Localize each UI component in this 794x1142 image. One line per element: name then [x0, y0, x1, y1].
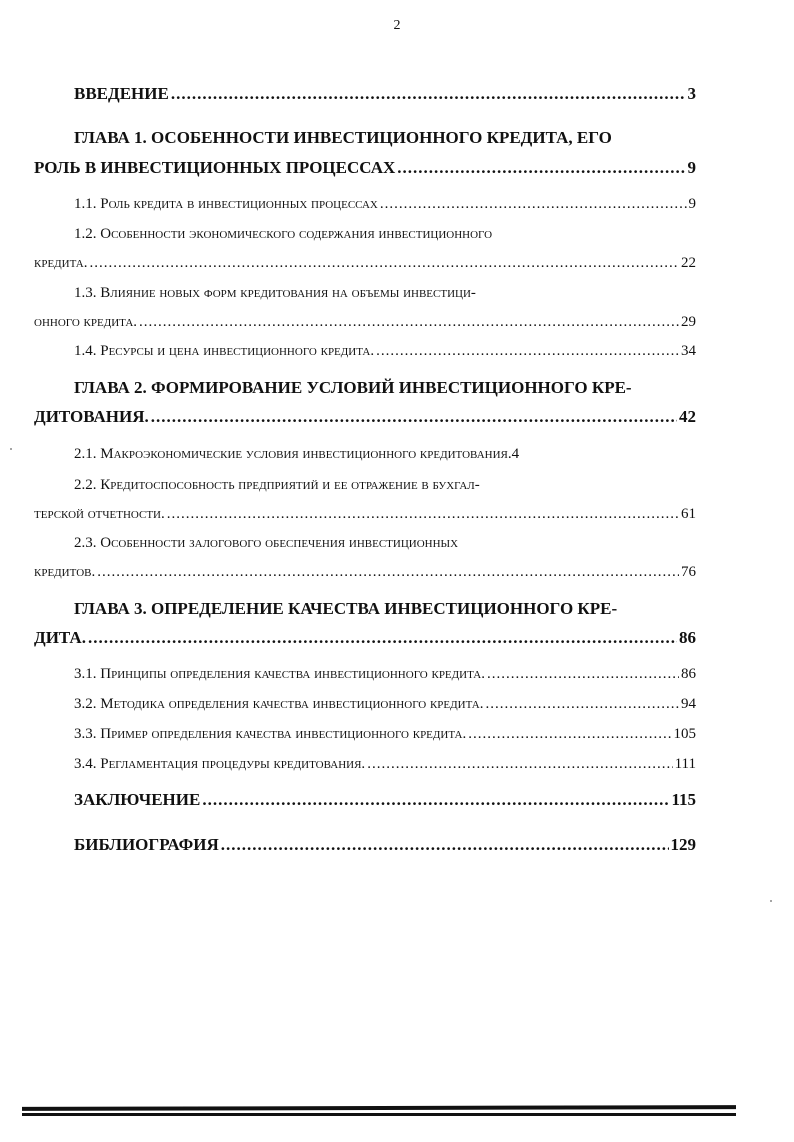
bottom-rule: [22, 1113, 736, 1116]
toc-entry-section-3-2[interactable]: [74, 696, 696, 713]
toc-entry-section-1-2[interactable]: [34, 255, 696, 272]
toc-entry-page: 86: [681, 666, 696, 682]
toc-entry-conclusion[interactable]: [74, 790, 696, 810]
toc-entry-title: РОЛЬ В ИНВЕСТИЦИОННЫХ ПРОЦЕССАХ: [34, 158, 396, 177]
toc-entry-section-3-4[interactable]: [74, 756, 696, 773]
toc-entry-section-2-1[interactable]: 2.1. Макроэкономические условия инвестиционного кредитования.4: [74, 446, 520, 462]
toc-entry-title: ДИТА.: [34, 628, 86, 647]
toc-entry-bibliography[interactable]: [74, 835, 696, 855]
toc-entry-chapter-2[interactable]: [34, 407, 696, 427]
toc-entry-section-3-3[interactable]: [74, 726, 696, 743]
toc-entry-title: ЗАКЛЮЧЕНИЕ: [74, 790, 201, 809]
toc-entry-page: 42: [679, 407, 696, 426]
leader-dots: [202, 790, 669, 810]
toc-entry-title: 3.2. Методика определения качества инвестиционного кредита.: [74, 696, 484, 712]
toc-entry-title: 3.4. Регламентация процедуры кредитования.: [74, 756, 366, 772]
leader-dots: [97, 564, 679, 581]
leader-dots: [151, 407, 677, 427]
toc-entry-page: 111: [674, 756, 696, 772]
leader-dots: [90, 255, 680, 272]
toc-entry-intro[interactable]: [74, 84, 696, 104]
toc-section-2-3-heading: 2.3. Особенности залогового обеспечения инвестиционных: [74, 535, 459, 551]
toc-entry-chapter-1[interactable]: [34, 158, 696, 178]
toc-entry-page: 22: [681, 255, 696, 271]
toc-entry-page: 86: [679, 628, 696, 647]
toc-entry-title: кредита.: [34, 255, 88, 271]
toc-entry-title: БИБЛИОГРАФИЯ: [74, 835, 219, 854]
toc-entry-section-3-1[interactable]: [74, 666, 696, 683]
scan-speck: [770, 900, 772, 902]
leader-dots: [88, 628, 677, 648]
leader-dots: [167, 506, 679, 523]
toc-entry-title: 1.1. Роль кредита в инвестиционных процессах: [74, 196, 378, 212]
leader-dots: [487, 666, 679, 683]
toc-entry-page: 115: [671, 790, 696, 809]
toc-entry-title: терской отчетности.: [34, 506, 165, 522]
toc-entry-section-1-4[interactable]: [74, 343, 696, 360]
scan-speck: [10, 448, 12, 450]
leader-dots: [468, 726, 671, 743]
toc-entry-section-2-3[interactable]: [34, 564, 696, 581]
toc-entry-title: 1.4. Ресурсы и цена инвестиционного кредита.: [74, 343, 375, 359]
toc-entry-title: ВВЕДЕНИЕ: [74, 84, 169, 103]
toc-entry-title: кредитов.: [34, 564, 96, 580]
toc-section-2-2-heading: 2.2. Кредитоспособность предприятий и ее отражение в бухгал-: [74, 477, 480, 493]
leader-dots: [380, 196, 687, 213]
toc-entry-page: 34: [681, 343, 696, 359]
toc-entry-page: 29: [681, 314, 696, 330]
toc-entry-section-1-1[interactable]: [74, 196, 696, 213]
toc-entry-page: 3: [687, 84, 696, 103]
toc-chapter-2-heading: ГЛАВА 2. ФОРМИРОВАНИЕ УСЛОВИЙ ИНВЕСТИЦИОННОГО КРЕ-: [74, 378, 632, 397]
leader-dots: [367, 756, 672, 773]
leader-dots: [376, 343, 679, 360]
toc-chapter-3-heading: ГЛАВА 3. ОПРЕДЕЛЕНИЕ КАЧЕСТВА ИНВЕСТИЦИОННОГО КРЕ-: [74, 599, 618, 618]
toc-entry-section-1-3[interactable]: [34, 314, 696, 331]
bottom-rule: [22, 1105, 736, 1111]
toc-chapter-1-heading: ГЛАВА 1. ОСОБЕННОСТИ ИНВЕСТИЦИОННОГО КРЕДИТА, ЕГО: [74, 128, 612, 147]
toc-entry-page: 105: [673, 726, 696, 742]
toc-section-1-3-heading: 1.3. Влияние новых форм кредитования на объемы инвестици-: [74, 285, 476, 301]
toc-entry-title: 3.3. Пример определения качества инвестиционного кредита.: [74, 726, 467, 742]
toc-entry-page: 76: [681, 564, 696, 580]
toc-entry-section-2-2[interactable]: [34, 506, 696, 523]
toc-entry-title: 3.1. Принципы определения качества инвестиционного кредита.: [74, 666, 485, 682]
toc-entry-page: 9: [687, 158, 696, 177]
toc-entry-chapter-3[interactable]: [34, 628, 696, 648]
leader-dots: [485, 696, 679, 713]
toc-entry-page: 9: [688, 196, 696, 212]
toc-entry-title: ДИТОВАНИЯ.: [34, 407, 149, 426]
leader-dots: [397, 158, 685, 178]
toc-entry-page: 94: [681, 696, 696, 712]
toc-section-1-2-heading: 1.2. Особенности экономического содержания инвестиционного: [74, 226, 493, 242]
toc-entry-page: 61: [681, 506, 696, 522]
page-number: 2: [393, 18, 401, 33]
toc-entry-title: онного кредита.: [34, 314, 138, 330]
leader-dots: [171, 84, 686, 104]
toc-entry-page: 129: [670, 835, 696, 854]
leader-dots: [139, 314, 679, 331]
leader-dots: [221, 835, 669, 855]
